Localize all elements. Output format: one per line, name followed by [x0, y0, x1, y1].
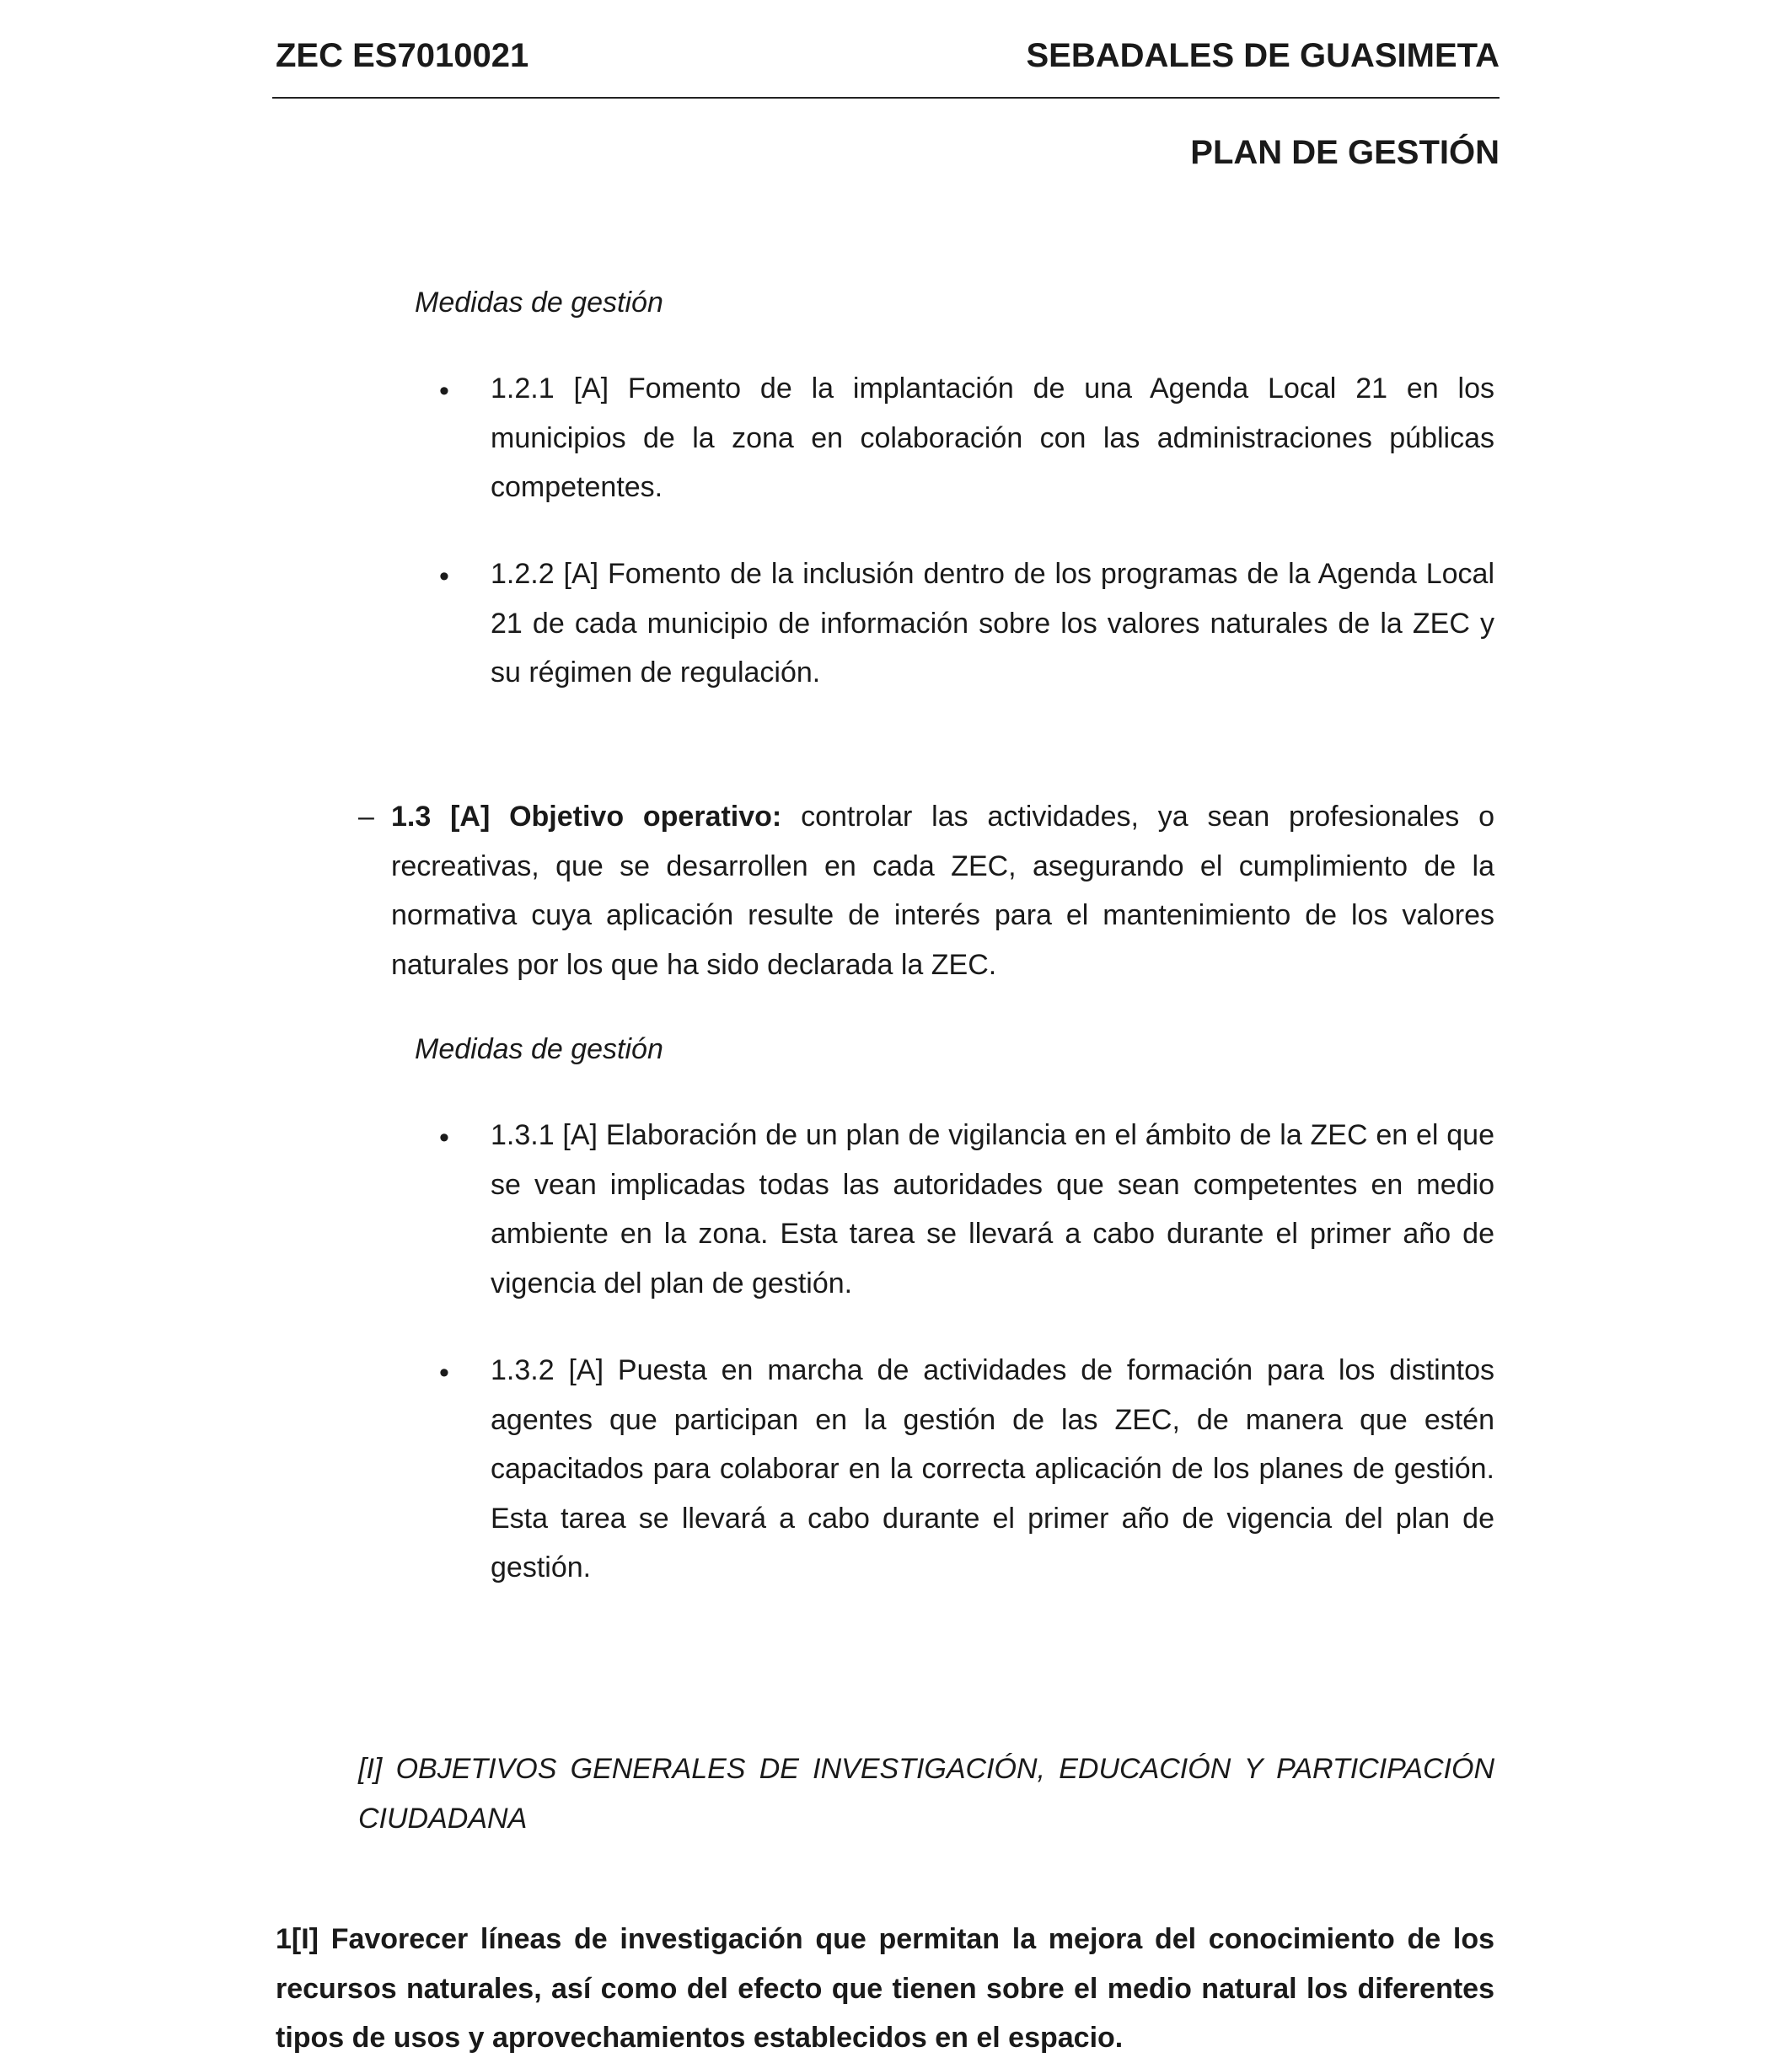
measure-1-2-1: 1.2.1 [A] Fomento de la implantación de una Agenda Local 21 en los municipios de la zona en colaboración con las administraciones públicas competentes. — [491, 372, 1494, 503]
measures-heading-1-2: Medidas de gestión — [415, 287, 663, 319]
objective-1-3-text: controlar las actividades, ya sean profesionales o recreativas, que se desarrollen en cada ZEC, asegurando el cumplimiento de la normativa cuya aplicación resulte de interés para el mantenimiento de los valores naturales por los que ha sido declarada la ZEC. — [391, 801, 1494, 981]
measures-heading-1-3: Medidas de gestión — [415, 1033, 663, 1065]
objective-1-3-label: 1.3 [A] Objetivo operativo: — [391, 801, 782, 833]
measure-1-2-2: 1.2.2 [A] Fomento de la inclusión dentro de los programas de la Agenda Local 21 de cada municipio de información sobre los valores naturales de la ZEC y su régimen de regulación. — [491, 558, 1494, 689]
header-divider — [272, 97, 1500, 99]
measure-1-3-2: 1.3.2 [A] Puesta en marcha de actividades de formación para los distintos agentes que participan en la gestión de las ZEC, de manera que estén capacitados para colaborar en la correcta aplicación de los planes de gestión. Esta tarea se llevará a cabo durante el primer año de vigencia del plan de gestión. — [491, 1354, 1494, 1583]
header-subtitle: PLAN DE GESTIÓN — [1190, 134, 1500, 171]
header-site-code: ZEC ES7010021 — [276, 37, 529, 74]
measure-1-3-1: 1.3.1 [A] Elaboración de un plan de vigilancia en el ámbito de la ZEC en el que se vean implicadas todas las autoridades que sean competentes en medio ambiente en la zona. Esta tarea se llevará a cabo durante el primer año de vigencia del plan de gestión. — [491, 1119, 1494, 1299]
goal-1-I: 1[I] Favorecer líneas de investigación que permitan la mejora del conocimiento de los recursos naturales, así como del efecto que tienen sobre el medio natural los diferentes tipos de usos y aprovechamientos establecidos en el espacio. — [276, 1923, 1494, 2054]
dash-marker: – — [358, 801, 374, 833]
header-site-name: SEBADALES DE GUASIMETA — [1026, 37, 1500, 74]
bullet-icon: • — [439, 1122, 449, 1154]
objective-1-3 — [391, 792, 1494, 989]
section-title-I: [I] OBJETIVOS GENERALES DE INVESTIGACIÓN, EDUCACIÓN Y PARTICIPACIÓN CIUDADANA — [358, 1753, 1494, 1835]
bullet-icon: • — [439, 375, 449, 407]
bullet-icon: • — [439, 560, 449, 592]
bullet-icon: • — [439, 1357, 449, 1389]
